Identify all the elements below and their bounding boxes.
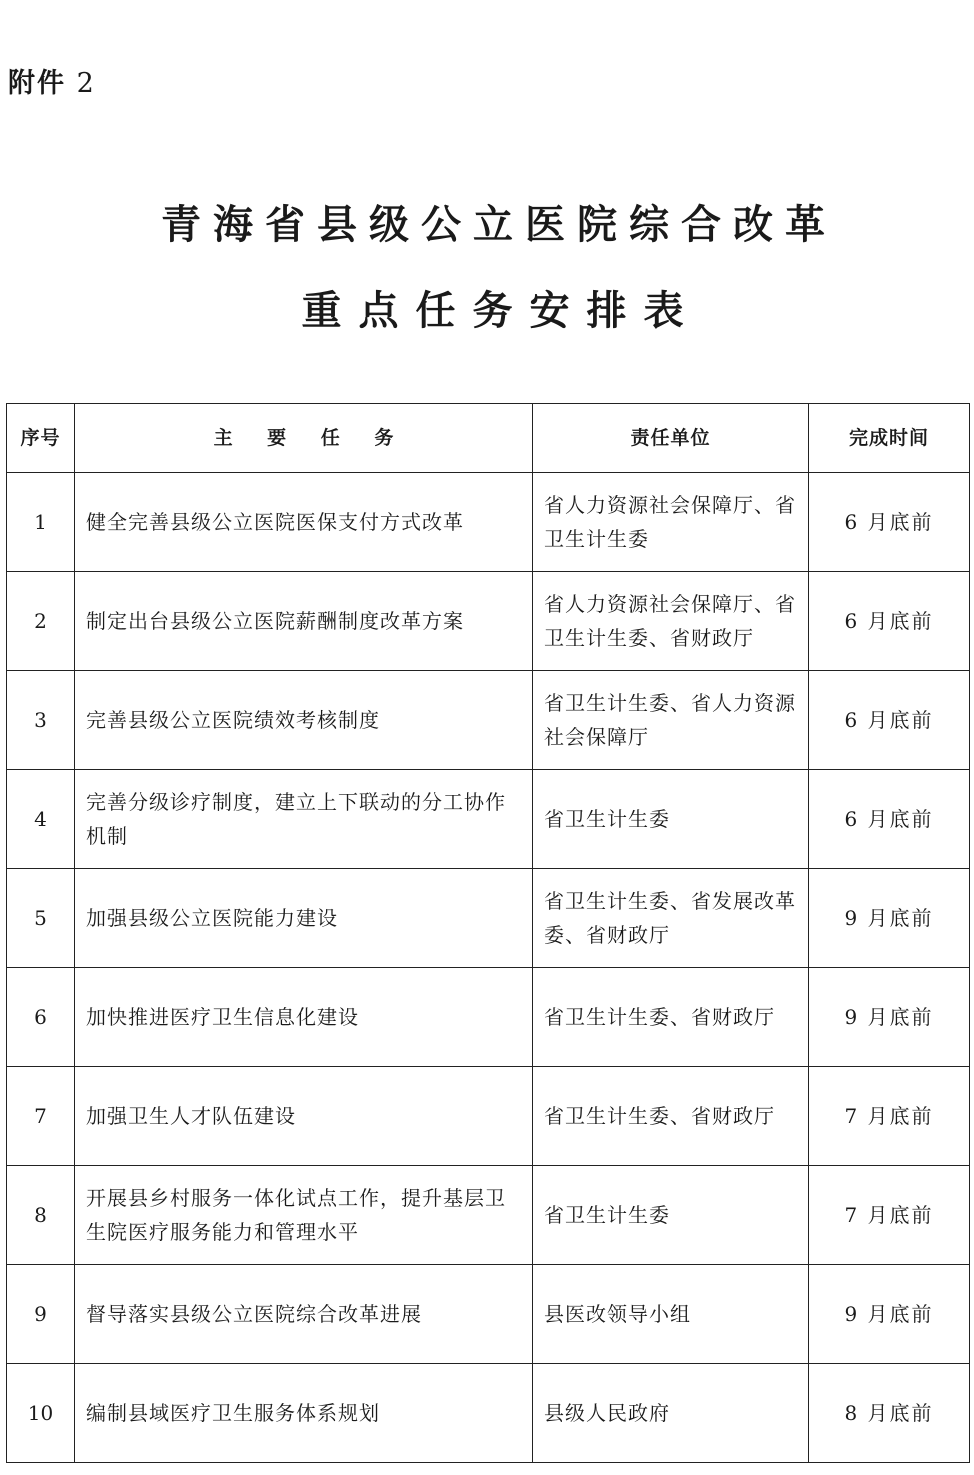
row-unit: 省卫生计生委 [533,770,809,869]
row-unit: 县医改领导小组 [533,1265,809,1364]
table-row [7,869,970,968]
table-row [7,473,970,572]
table-row [7,968,970,1067]
row-deadline: 6 月底前 [809,572,970,671]
row-task: 加强卫生人才队伍建设 [75,1067,533,1166]
attachment-number: 2 [76,68,96,99]
table-row [7,572,970,671]
task-schedule-table [6,403,970,1463]
row-index: 6 [7,968,75,1067]
row-deadline: 8 月底前 [809,1364,970,1463]
row-index: 1 [7,473,75,572]
row-deadline: 9 月底前 [809,1265,970,1364]
row-deadline: 7 月底前 [809,1166,970,1265]
header-unit: 责任单位 [533,404,809,473]
table-header-row [7,404,970,473]
table-row [7,1166,970,1265]
table-row [7,770,970,869]
table-row [7,1067,970,1166]
row-unit: 省卫生计生委、省人力资源社会保障厅 [533,671,809,770]
document-title-line-1: 青海省县级公立医院综合改革 [161,202,837,248]
row-index: 2 [7,572,75,671]
header-index: 序号 [7,404,75,473]
row-unit: 省卫生计生委、省财政厅 [533,1067,809,1166]
row-index: 5 [7,869,75,968]
table-row [7,1265,970,1364]
table-row [7,1364,970,1463]
table-row [7,671,970,770]
header-deadline: 完成时间 [809,404,970,473]
row-index: 10 [7,1364,75,1463]
document-title-line-2: 重点任务安排表 [301,288,701,334]
row-task: 编制县域医疗卫生服务体系规划 [75,1364,533,1463]
row-deadline: 6 月底前 [809,671,970,770]
row-unit: 省卫生计生委、省财政厅 [533,968,809,1067]
row-unit: 省人力资源社会保障厅、省卫生计生委 [533,473,809,572]
row-task: 开展县乡村服务一体化试点工作，提升基层卫生院医疗服务能力和管理水平 [75,1166,533,1265]
row-index: 8 [7,1166,75,1265]
row-deadline: 9 月底前 [809,869,970,968]
row-index: 7 [7,1067,75,1166]
row-task: 加强县级公立医院能力建设 [75,869,533,968]
header-task [75,404,533,473]
row-deadline: 6 月底前 [809,473,970,572]
row-task: 完善分级诊疗制度，建立上下联动的分工协作机制 [75,770,533,869]
header-task-text: 主 要 任 务 [213,427,408,449]
row-unit: 省卫生计生委、省发展改革委、省财政厅 [533,869,809,968]
row-unit: 省卫生计生委 [533,1166,809,1265]
row-task: 督导落实县级公立医院综合改革进展 [75,1265,533,1364]
row-index: 3 [7,671,75,770]
row-index: 4 [7,770,75,869]
row-deadline: 6 月底前 [809,770,970,869]
row-deadline: 7 月底前 [809,1067,970,1166]
row-task: 加快推进医疗卫生信息化建设 [75,968,533,1067]
row-unit: 省人力资源社会保障厅、省卫生计生委、省财政厅 [533,572,809,671]
attachment-text: 附件 [8,68,66,99]
attachment-label [8,66,96,102]
row-index: 9 [7,1265,75,1364]
row-task: 健全完善县级公立医院医保支付方式改革 [75,473,533,572]
row-task: 完善县级公立医院绩效考核制度 [75,671,533,770]
row-unit: 县级人民政府 [533,1364,809,1463]
row-task: 制定出台县级公立医院薪酬制度改革方案 [75,572,533,671]
row-deadline: 9 月底前 [809,968,970,1067]
